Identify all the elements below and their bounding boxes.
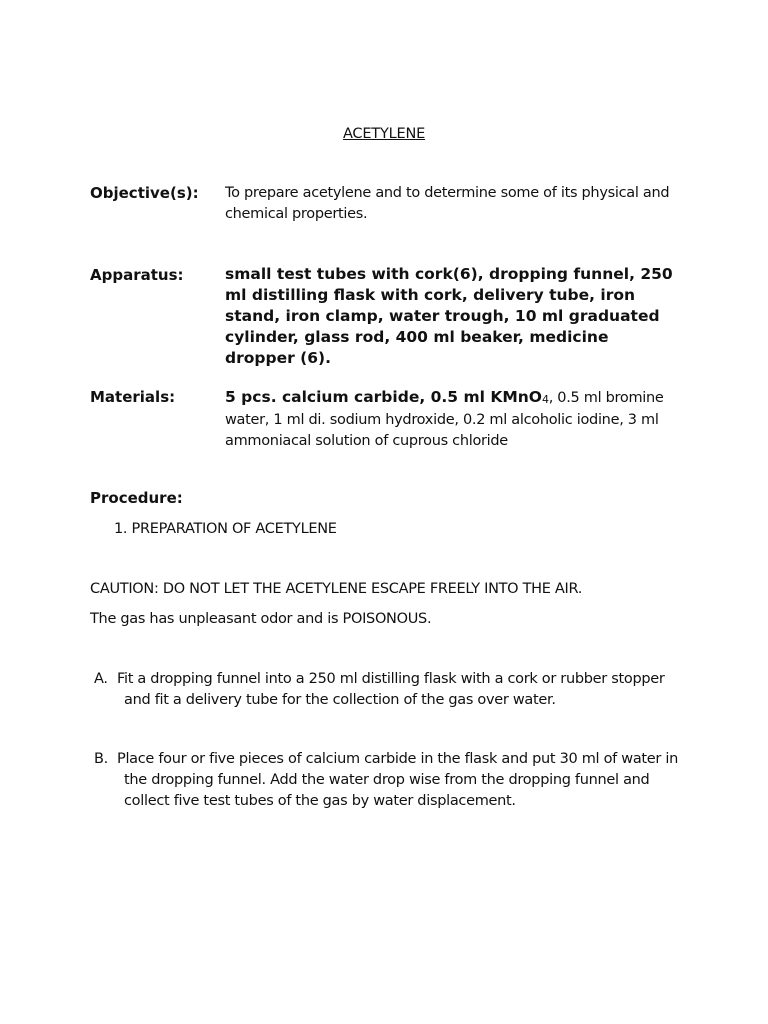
step-b-marker: B. <box>94 751 108 767</box>
apparatus-text: small test tubes with cork(6), dropping funnel, 250 ml distilling flask with cork, delivery tube, iron stand, iron clamp, water trough, 10 ml graduated cylinder, glass rod, 400 ml beaker, medicine dropper (6). <box>225 265 673 367</box>
materials-subscript: 4 <box>541 393 549 406</box>
poison-note: The gas has unpleasant odor and is POISONOUS. <box>90 611 432 627</box>
procedure-item-1: 1. PREPARATION OF ACETYLENE <box>114 521 337 537</box>
materials-rest: , 0.5 ml bromine water, 1 ml di. sodium hydroxide, 0.2 ml alcoholic iodine, 3 ml ammoniacal solution of cuprous chloride <box>225 390 664 449</box>
apparatus-label: Apparatus: <box>90 266 184 284</box>
step-a <box>94 669 684 711</box>
materials-text <box>225 387 680 452</box>
step-b <box>94 749 684 812</box>
objective-text: To prepare acetylene and to determine some of its physical and chemical properties. <box>225 185 670 222</box>
caution-text: CAUTION: DO NOT LET THE ACETYLENE ESCAPE FREELY INTO THE AIR. <box>90 581 583 597</box>
materials-bold-part: 5 pcs. calcium carbide, 0.5 ml KMnO <box>225 388 542 406</box>
procedure-label: Procedure: <box>90 489 183 507</box>
objective-label: Objective(s): <box>90 184 199 202</box>
document-title: ACETYLENE <box>342 126 426 142</box>
step-a-marker: A. <box>94 671 108 687</box>
step-a-text: Fit a dropping funnel into a 250 ml distilling flask with a cork or rubber stopper and fit a delivery tube for the collection of the gas over water. <box>117 671 665 708</box>
step-b-text: Place four or five pieces of calcium carbide in the flask and put 30 ml of water in the dropping funnel. Add the water drop wise from the dropping funnel and collect five test tubes of the gas by water displacement. <box>117 751 679 809</box>
materials-label: Materials: <box>90 388 176 406</box>
